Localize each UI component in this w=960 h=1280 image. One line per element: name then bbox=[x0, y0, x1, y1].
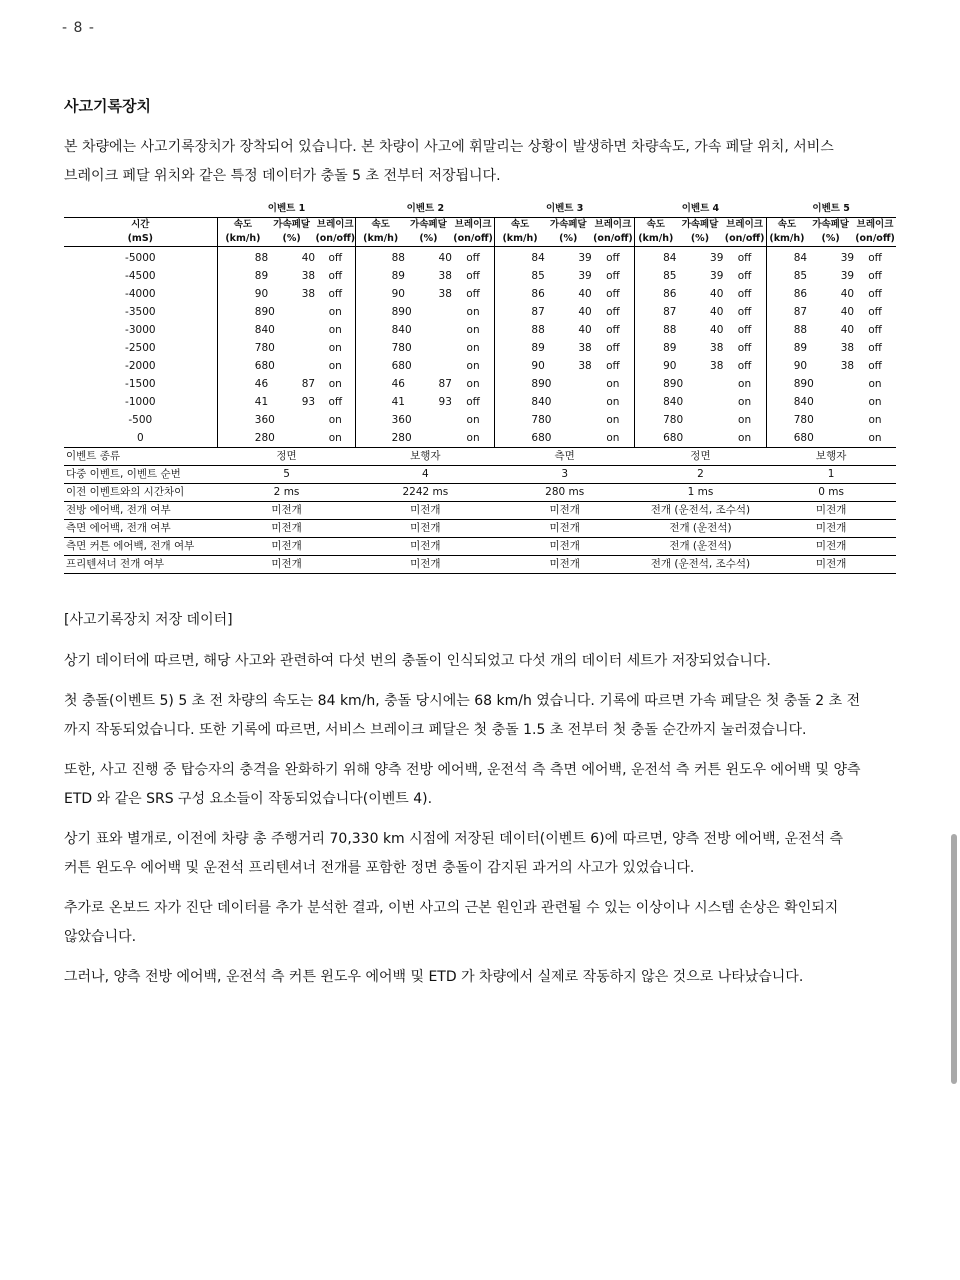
speed-cell: 89 bbox=[217, 267, 268, 285]
column-unit-header: (on/off) bbox=[315, 232, 356, 247]
page-number: - 8 - bbox=[62, 20, 95, 36]
summary-value: 미전개 bbox=[356, 556, 495, 574]
accel-pedal-cell: 40 bbox=[301, 252, 316, 264]
paragraph-line: 까지 작동되었습니다. 또한 기록에 따르면, 서비스 브레이크 페달은 첫 충돌 1.5 초 전부터 첫 충돌 순간까지 눌러졌습니다. bbox=[64, 722, 807, 738]
column-unit-header: (km/h) bbox=[495, 232, 545, 247]
column-header: 브레이크 bbox=[723, 218, 766, 233]
brake-cell: on bbox=[328, 306, 342, 318]
column-unit-header: (%) bbox=[545, 232, 592, 247]
summary-label: 이전 이벤트와의 시간차이 bbox=[64, 484, 217, 502]
speed-cell: 87 bbox=[495, 303, 545, 321]
summary-value: 미전개 bbox=[495, 502, 635, 520]
speed-cell: 41 bbox=[356, 393, 405, 411]
speed-cell: 46 bbox=[217, 375, 268, 393]
column-header: 가속페달 bbox=[268, 218, 315, 233]
summary-label: 이벤트 종류 bbox=[64, 448, 217, 466]
accel-pedal-cell: 40 bbox=[710, 324, 724, 336]
table-row bbox=[64, 303, 896, 321]
speed-cell: 84 bbox=[495, 393, 545, 411]
event-title: 이벤트 1 bbox=[267, 203, 306, 214]
speed-cell: 88 bbox=[635, 321, 677, 339]
column-unit-header: (km/h) bbox=[217, 232, 268, 247]
speed-cell: 85 bbox=[495, 267, 545, 285]
speed-cell: 90 bbox=[217, 285, 268, 303]
speed-cell: 78 bbox=[495, 411, 545, 429]
column-header: 가속페달 bbox=[676, 218, 723, 233]
intro-paragraph bbox=[64, 133, 894, 191]
speed-cell: 78 bbox=[635, 411, 677, 429]
column-header: 속도 bbox=[495, 218, 545, 233]
time-cell: -4000 bbox=[125, 288, 156, 300]
speed-cell: 85 bbox=[635, 267, 677, 285]
brake-cell: off bbox=[737, 324, 752, 336]
summary-value: 2 ms bbox=[217, 484, 356, 502]
summary-value: 미전개 bbox=[356, 538, 495, 556]
column-header: 가속페달 bbox=[405, 218, 452, 233]
table-row bbox=[64, 375, 896, 393]
time-cell: -5000 bbox=[125, 252, 156, 264]
speed-cell: 84 bbox=[495, 247, 545, 268]
speed-cell: 84 bbox=[217, 321, 268, 339]
brake-cell: off bbox=[328, 288, 343, 300]
column-header: 브레이크 bbox=[315, 218, 356, 233]
summary-row bbox=[64, 448, 896, 466]
column-unit-header: (%) bbox=[676, 232, 723, 247]
speed-cell: 90 bbox=[766, 357, 807, 375]
brake-cell: off bbox=[737, 252, 752, 264]
speed-cell: 89 bbox=[217, 303, 268, 321]
column-unit-header: (on/off) bbox=[723, 232, 766, 247]
speed-cell: 87 bbox=[766, 303, 807, 321]
summary-value: 미전개 bbox=[766, 556, 896, 574]
accel-pedal-cell: 93 bbox=[438, 396, 452, 408]
accel-pedal-cell: 0 bbox=[807, 378, 814, 390]
column-header: 브레이크 bbox=[592, 218, 635, 233]
summary-row bbox=[64, 466, 896, 484]
summary-value: 전개 (운전석, 조수석) bbox=[635, 556, 767, 574]
speed-cell: 84 bbox=[766, 393, 807, 411]
brake-cell: off bbox=[606, 288, 620, 300]
table-row bbox=[64, 247, 896, 268]
summary-row bbox=[64, 556, 896, 574]
accel-pedal-cell: 0 bbox=[676, 432, 684, 444]
summary-value: 보행자 bbox=[766, 448, 896, 466]
accel-pedal-cell: 38 bbox=[710, 342, 724, 354]
table-row bbox=[64, 285, 896, 303]
accel-pedal-cell: 39 bbox=[710, 270, 724, 282]
summary-value: 3 bbox=[495, 466, 635, 484]
summary-label: 측면 커튼 에어백, 전개 여부 bbox=[64, 538, 217, 556]
speed-cell: 88 bbox=[495, 321, 545, 339]
time-cell: -2500 bbox=[125, 342, 156, 354]
brake-cell: on bbox=[466, 342, 480, 354]
accel-pedal-cell: 0 bbox=[807, 432, 814, 444]
time-cell: 0 bbox=[136, 432, 144, 444]
speed-cell: 88 bbox=[356, 247, 405, 268]
accel-pedal-cell: 40 bbox=[840, 306, 855, 318]
summary-value: 0 ms bbox=[766, 484, 896, 502]
accel-pedal-cell: 0 bbox=[404, 414, 412, 426]
summary-row bbox=[64, 538, 896, 556]
summary-label: 전방 에어백, 전개 여부 bbox=[64, 502, 217, 520]
accel-pedal-cell: 0 bbox=[544, 432, 552, 444]
brake-cell: on bbox=[868, 396, 882, 408]
paragraph-line: ETD 와 같은 SRS 구성 요소들이 작동되었습니다(이벤트 4). bbox=[64, 791, 433, 807]
brake-cell: on bbox=[738, 432, 752, 444]
summary-value: 미전개 bbox=[766, 538, 896, 556]
accel-pedal-cell: 0 bbox=[544, 378, 552, 390]
accel-pedal-cell: 0 bbox=[676, 414, 684, 426]
summary-value: 미전개 bbox=[495, 520, 635, 538]
brake-cell: on bbox=[466, 414, 480, 426]
table-row bbox=[64, 267, 896, 285]
accel-pedal-cell: 0 bbox=[404, 324, 412, 336]
column-header: 속도 bbox=[356, 218, 405, 233]
column-header: 속도 bbox=[635, 218, 677, 233]
speed-cell: 89 bbox=[766, 375, 807, 393]
accel-pedal-cell: 0 bbox=[676, 396, 684, 408]
speed-cell: 78 bbox=[217, 339, 268, 357]
summary-row bbox=[64, 502, 896, 520]
event-title: 이벤트 2 bbox=[406, 203, 445, 214]
summary-value: 2 bbox=[635, 466, 767, 484]
brake-cell: off bbox=[328, 252, 343, 264]
speed-cell: 46 bbox=[356, 375, 405, 393]
speed-cell: 89 bbox=[495, 339, 545, 357]
brake-cell: on bbox=[738, 396, 752, 408]
accel-pedal-cell: 38 bbox=[840, 360, 855, 372]
column-header: 브레이크 bbox=[452, 218, 495, 233]
analysis-paragraph bbox=[64, 825, 904, 883]
brake-cell: on bbox=[868, 414, 882, 426]
speed-cell: 89 bbox=[635, 375, 677, 393]
column-header: 가속페달 bbox=[545, 218, 592, 233]
column-header: 가속페달 bbox=[807, 218, 854, 233]
accel-pedal-cell: 93 bbox=[301, 396, 316, 408]
summary-value: 5 bbox=[217, 466, 356, 484]
column-unit-header: (%) bbox=[268, 232, 315, 247]
speed-cell: 89 bbox=[766, 339, 807, 357]
accel-pedal-cell: 87 bbox=[301, 378, 316, 390]
column-header: 브레이크 bbox=[854, 218, 896, 233]
speed-cell: 89 bbox=[356, 267, 405, 285]
analysis-paragraph bbox=[64, 647, 904, 676]
speed-cell: 89 bbox=[356, 303, 405, 321]
edr-data-table bbox=[64, 201, 896, 574]
brake-cell: on bbox=[868, 378, 882, 390]
brake-cell: off bbox=[606, 342, 620, 354]
time-cell: -4500 bbox=[125, 270, 156, 282]
speed-cell: 84 bbox=[635, 393, 677, 411]
speed-cell: 28 bbox=[356, 429, 405, 448]
brake-cell: off bbox=[606, 306, 620, 318]
speed-cell: 84 bbox=[635, 247, 677, 268]
summary-row bbox=[64, 520, 896, 538]
speed-cell: 78 bbox=[766, 411, 807, 429]
accel-pedal-cell: 38 bbox=[710, 360, 724, 372]
column-unit-header: (%) bbox=[807, 232, 854, 247]
accel-pedal-cell: 39 bbox=[578, 270, 592, 282]
speed-cell: 86 bbox=[635, 285, 677, 303]
column-header: 속도 bbox=[766, 218, 807, 233]
speed-cell: 36 bbox=[356, 411, 405, 429]
summary-value: 정면 bbox=[217, 448, 356, 466]
paragraph-line: 첫 충돌(이벤트 5) 5 초 전 차량의 속도는 84 km/h, 충돌 당시에는 68 km/h 였습니다. 기록에 따르면 가속 페달은 첫 충돌 2 초 전 bbox=[64, 693, 861, 709]
speed-cell: 88 bbox=[766, 321, 807, 339]
paragraph-line: 또한, 사고 진행 중 탑승자의 충격을 완화하기 위해 양측 전방 에어백, 운전석 측 측면 에어백, 운전석 측 커튼 윈도우 에어백 및 양측 bbox=[64, 762, 861, 778]
summary-value: 미전개 bbox=[356, 502, 495, 520]
brake-cell: on bbox=[606, 432, 620, 444]
accel-pedal-cell: 0 bbox=[404, 306, 412, 318]
accel-pedal-cell: 39 bbox=[840, 270, 855, 282]
section-title: 사고기록장치 bbox=[64, 97, 151, 115]
summary-value: 1 ms bbox=[635, 484, 767, 502]
brake-cell: on bbox=[328, 378, 342, 390]
intro-line: 브레이크 페달 위치와 같은 특정 데이터가 충돌 5 초 전부터 저장됩니다. bbox=[64, 168, 501, 184]
speed-cell: 89 bbox=[635, 339, 677, 357]
brake-cell: off bbox=[466, 288, 480, 300]
analysis-paragraph bbox=[64, 963, 904, 992]
scrollbar-thumb[interactable] bbox=[951, 834, 957, 1084]
speed-cell: 85 bbox=[766, 267, 807, 285]
accel-pedal-cell: 40 bbox=[438, 252, 452, 264]
accel-pedal-cell: 38 bbox=[438, 288, 452, 300]
analysis-section bbox=[64, 606, 904, 1003]
event-title: 이벤트 4 bbox=[681, 203, 720, 214]
analysis-paragraph bbox=[64, 894, 904, 952]
speed-cell: 36 bbox=[217, 411, 268, 429]
accel-pedal-cell: 40 bbox=[578, 306, 592, 318]
speed-cell: 78 bbox=[356, 339, 405, 357]
table-row bbox=[64, 429, 896, 448]
accel-pedal-cell: 40 bbox=[578, 288, 592, 300]
brake-cell: off bbox=[606, 252, 620, 264]
speed-cell: 68 bbox=[766, 429, 807, 448]
brake-cell: off bbox=[868, 360, 882, 372]
column-unit-header: (km/h) bbox=[766, 232, 807, 247]
summary-value: 280 ms bbox=[495, 484, 635, 502]
time-unit-header: (mS) bbox=[64, 232, 217, 247]
speed-cell: 86 bbox=[495, 285, 545, 303]
accel-pedal-cell: 40 bbox=[710, 288, 724, 300]
paragraph-line: 추가로 온보드 자가 진단 데이터를 추가 분석한 결과, 이번 사고의 근본 원인과 관련될 수 있는 이상이나 시스템 손상은 확인되지 bbox=[64, 900, 839, 916]
brake-cell: off bbox=[868, 306, 882, 318]
column-unit-header: (%) bbox=[405, 232, 452, 247]
edr-data-table-container bbox=[64, 201, 896, 574]
brake-cell: on bbox=[466, 432, 480, 444]
speed-cell: 90 bbox=[356, 285, 405, 303]
time-cell: -1000 bbox=[125, 396, 156, 408]
accel-pedal-cell: 0 bbox=[544, 414, 552, 426]
speed-cell: 88 bbox=[217, 247, 268, 268]
accel-pedal-cell: 0 bbox=[404, 342, 412, 354]
section-tag: [사고기록장치 저장 데이터] bbox=[64, 612, 233, 628]
speed-cell: 68 bbox=[356, 357, 405, 375]
brake-cell: on bbox=[328, 324, 342, 336]
brake-cell: on bbox=[738, 414, 752, 426]
analysis-paragraph bbox=[64, 756, 904, 814]
summary-value: 미전개 bbox=[766, 502, 896, 520]
brake-cell: on bbox=[328, 414, 342, 426]
brake-cell: on bbox=[466, 324, 480, 336]
speed-cell: 84 bbox=[356, 321, 405, 339]
table-row bbox=[64, 357, 896, 375]
table-row bbox=[64, 321, 896, 339]
accel-pedal-cell: 39 bbox=[840, 252, 855, 264]
accel-pedal-cell: 0 bbox=[404, 432, 412, 444]
time-header: 시간 bbox=[64, 218, 217, 233]
time-cell: -1500 bbox=[125, 378, 156, 390]
accel-pedal-cell: 0 bbox=[544, 396, 552, 408]
accel-pedal-cell: 0 bbox=[807, 396, 814, 408]
brake-cell: on bbox=[868, 432, 882, 444]
brake-cell: off bbox=[466, 396, 480, 408]
summary-value: 보행자 bbox=[356, 448, 495, 466]
summary-value: 미전개 bbox=[766, 520, 896, 538]
brake-cell: off bbox=[737, 342, 752, 354]
summary-value: 미전개 bbox=[217, 556, 356, 574]
speed-cell: 86 bbox=[766, 285, 807, 303]
summary-label: 프리텐셔너 전개 여부 bbox=[64, 556, 217, 574]
column-unit-header: (on/off) bbox=[452, 232, 495, 247]
table-row bbox=[64, 393, 896, 411]
brake-cell: on bbox=[606, 396, 620, 408]
accel-pedal-cell: 0 bbox=[268, 360, 275, 372]
speed-cell: 90 bbox=[495, 357, 545, 375]
speed-cell: 89 bbox=[495, 375, 545, 393]
summary-value: 1 bbox=[766, 466, 896, 484]
summary-value: 미전개 bbox=[217, 520, 356, 538]
brake-cell: off bbox=[737, 360, 752, 372]
accel-pedal-cell: 0 bbox=[268, 414, 275, 426]
brake-cell: off bbox=[606, 270, 620, 282]
speed-cell: 68 bbox=[217, 357, 268, 375]
accel-pedal-cell: 0 bbox=[268, 306, 275, 318]
paragraph-line: 상기 데이터에 따르면, 해당 사고와 관련하여 다섯 번의 충돌이 인식되었고 다섯 개의 데이터 세트가 저장되었습니다. bbox=[64, 653, 771, 669]
table-row bbox=[64, 411, 896, 429]
accel-pedal-cell: 0 bbox=[676, 378, 684, 390]
brake-cell: on bbox=[466, 306, 480, 318]
accel-pedal-cell: 38 bbox=[301, 288, 316, 300]
accel-pedal-cell: 39 bbox=[710, 252, 724, 264]
summary-value: 전개 (운전석) bbox=[635, 538, 767, 556]
intro-line: 본 차량에는 사고기록장치가 장착되어 있습니다. 본 차량이 사고에 휘말리는 상황이 발생하면 차량속도, 가속 페달 위치, 서비스 bbox=[64, 139, 834, 155]
table-row bbox=[64, 339, 896, 357]
brake-cell: off bbox=[328, 396, 343, 408]
accel-pedal-cell: 40 bbox=[840, 288, 855, 300]
time-cell: -3500 bbox=[125, 306, 156, 318]
event-title: 이벤트 3 bbox=[545, 203, 584, 214]
accel-pedal-cell: 0 bbox=[268, 432, 275, 444]
summary-label: 다중 이벤트, 이벤트 순번 bbox=[64, 466, 217, 484]
column-unit-header: (on/off) bbox=[854, 232, 896, 247]
speed-cell: 68 bbox=[635, 429, 677, 448]
brake-cell: off bbox=[737, 306, 752, 318]
summary-row bbox=[64, 484, 896, 502]
speed-cell: 68 bbox=[495, 429, 545, 448]
event-title: 이벤트 5 bbox=[812, 203, 850, 214]
brake-cell: off bbox=[737, 288, 752, 300]
time-cell: -3000 bbox=[125, 324, 156, 336]
accel-pedal-cell: 39 bbox=[578, 252, 592, 264]
brake-cell: off bbox=[868, 270, 882, 282]
accel-pedal-cell: 38 bbox=[578, 342, 592, 354]
brake-cell: on bbox=[606, 378, 620, 390]
accel-pedal-cell: 40 bbox=[710, 306, 724, 318]
summary-value: 전개 (운전석) bbox=[635, 520, 767, 538]
brake-cell: on bbox=[328, 432, 342, 444]
accel-pedal-cell: 38 bbox=[301, 270, 316, 282]
paragraph-line: 그러나, 양측 전방 에어백, 운전석 측 커튼 윈도우 에어백 및 ETD 가 차량에서 실제로 작동하지 않은 것으로 나타났습니다. bbox=[64, 969, 804, 985]
summary-value: 미전개 bbox=[217, 502, 356, 520]
accel-pedal-cell: 87 bbox=[438, 378, 452, 390]
brake-cell: on bbox=[328, 360, 342, 372]
accel-pedal-cell: 0 bbox=[807, 414, 814, 426]
summary-value: 미전개 bbox=[495, 538, 635, 556]
speed-cell: 28 bbox=[217, 429, 268, 448]
summary-value: 4 bbox=[356, 466, 495, 484]
speed-cell: 90 bbox=[635, 357, 677, 375]
summary-value: 정면 bbox=[635, 448, 767, 466]
accel-pedal-cell: 38 bbox=[578, 360, 592, 372]
paragraph-line: 않았습니다. bbox=[64, 929, 137, 945]
brake-cell: on bbox=[328, 342, 342, 354]
brake-cell: off bbox=[737, 270, 752, 282]
accel-pedal-cell: 0 bbox=[268, 342, 275, 354]
brake-cell: on bbox=[738, 378, 752, 390]
summary-value: 전개 (운전석, 조수석) bbox=[635, 502, 767, 520]
speed-cell: 84 bbox=[766, 247, 807, 268]
brake-cell: on bbox=[466, 378, 480, 390]
brake-cell: off bbox=[868, 252, 882, 264]
column-unit-header: (km/h) bbox=[356, 232, 405, 247]
brake-cell: off bbox=[606, 324, 620, 336]
time-cell: -500 bbox=[128, 414, 153, 426]
time-cell: -2000 bbox=[125, 360, 156, 372]
analysis-paragraph bbox=[64, 687, 904, 745]
accel-pedal-cell: 0 bbox=[404, 360, 412, 372]
accel-pedal-cell: 40 bbox=[840, 324, 855, 336]
summary-value: 측면 bbox=[495, 448, 635, 466]
accel-pedal-cell: 40 bbox=[578, 324, 592, 336]
speed-cell: 41 bbox=[217, 393, 268, 411]
summary-value: 미전개 bbox=[495, 556, 635, 574]
summary-value: 2242 ms bbox=[356, 484, 495, 502]
column-unit-header: (on/off) bbox=[592, 232, 635, 247]
brake-cell: off bbox=[328, 270, 343, 282]
brake-cell: on bbox=[606, 414, 620, 426]
paragraph-line: 커튼 윈도우 에어백 및 운전석 프리텐셔너 전개를 포함한 정면 충돌이 감지된 과거의 사고가 있었습니다. bbox=[64, 860, 695, 876]
brake-cell: off bbox=[606, 360, 620, 372]
accel-pedal-cell: 38 bbox=[840, 342, 855, 354]
column-header: 속도 bbox=[217, 218, 268, 233]
brake-cell: off bbox=[466, 252, 480, 264]
accel-pedal-cell: 38 bbox=[438, 270, 452, 282]
summary-value: 미전개 bbox=[356, 520, 495, 538]
paragraph-line: 상기 표와 별개로, 이전에 차량 총 주행거리 70,330 km 시점에 저장된 데이터(이벤트 6)에 따르면, 양측 전방 에어백, 운전석 측 bbox=[64, 831, 844, 847]
brake-cell: off bbox=[868, 342, 882, 354]
brake-cell: off bbox=[868, 324, 882, 336]
summary-label: 측면 에어백, 전개 여부 bbox=[64, 520, 217, 538]
accel-pedal-cell: 0 bbox=[268, 324, 275, 336]
brake-cell: off bbox=[868, 288, 882, 300]
speed-cell: 87 bbox=[635, 303, 677, 321]
column-unit-header: (km/h) bbox=[635, 232, 677, 247]
brake-cell: on bbox=[466, 360, 480, 372]
summary-value: 미전개 bbox=[217, 538, 356, 556]
brake-cell: off bbox=[466, 270, 480, 282]
